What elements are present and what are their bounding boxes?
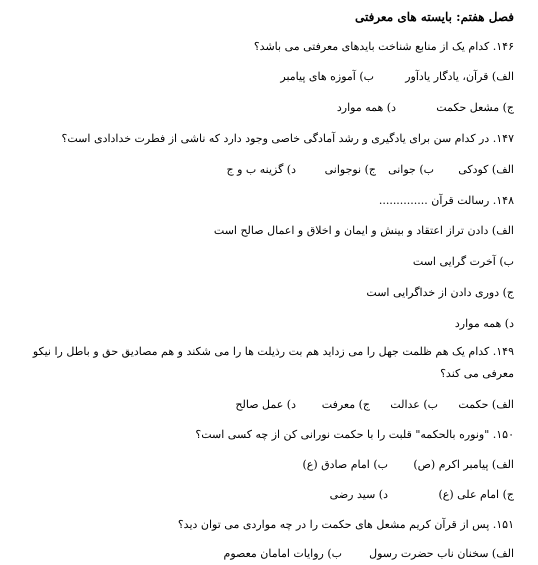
question-147: ۱۴۷. در کدام سن برای یادگیری و رشد آمادگی خاصی وجود دارد که ناشی از فطرت خدادادی است؟ xyxy=(61,132,514,145)
option-150-d: د) سید رضی xyxy=(329,488,388,501)
question-149: ۱۴۹. کدام یک هم ظلمت جهل را می زداید هم بت رذیلت ها را می شکند و هم مصادیق حق و باطل را نیکو معرفی می کند؟ xyxy=(32,345,514,380)
option-151-b: ب) روایات امامان معصوم xyxy=(223,547,342,560)
question-151: ۱۵۱. پس از قرآن کریم مشعل های حکمت را در چه مواردی می توان دید؟ xyxy=(177,518,514,531)
question-150: ۱۵۰. "ونوره بالحکمه" قلبت را با حکمت نورانی کن از چه کسی است؟ xyxy=(195,428,514,441)
option-148-c: ج) دوری دادن از خداگرایی است xyxy=(366,286,514,299)
option-150-c: ج) امام علی (ع) xyxy=(438,488,514,501)
option-149-d: د) عمل صالح xyxy=(235,398,296,411)
option-150-b: ب) امام صادق (ع) xyxy=(302,458,388,471)
option-150-a: الف) پیامبر اکرم (ص) xyxy=(413,458,514,471)
option-146-b: ب) آموزه های پیامبر xyxy=(280,70,374,83)
option-148-b: ب) آخرت گرایی است xyxy=(412,255,514,268)
option-146-c: ج) مشعل حکمت xyxy=(436,101,514,114)
option-149-c: ج) معرفت xyxy=(321,398,370,411)
option-146-d: د) همه موارد xyxy=(336,101,396,114)
option-149-a: الف) حکمت xyxy=(458,398,514,411)
option-147-a: الف) کودکی xyxy=(458,163,514,176)
option-148-a: الف) دادن تراز اعتقاد و بینش و ایمان و اخلاق و اعمال صالح است xyxy=(213,224,514,237)
option-147-b: ب) جوانی xyxy=(388,163,434,176)
question-148: ۱۴۸. رسالت قرآن .............. xyxy=(378,194,514,207)
option-146-a: الف) قرآن، یادگار یادآور xyxy=(405,70,514,83)
option-147-c: ج) نوجوانی xyxy=(324,163,376,176)
chapter-title: فصل هفتم: بایسته های معرفتی xyxy=(354,10,514,24)
option-149-b: ب) عدالت xyxy=(390,398,438,411)
option-147-d: د) گزینه ب و ج xyxy=(226,163,296,176)
question-146: ۱۴۶. کدام یک از منابع شناخت بایدهای معرفتی می باشد؟ xyxy=(253,40,514,53)
option-148-d: د) همه موارد xyxy=(454,317,514,330)
option-151-a: الف) سخنان ناب حضرت رسول xyxy=(369,547,514,560)
